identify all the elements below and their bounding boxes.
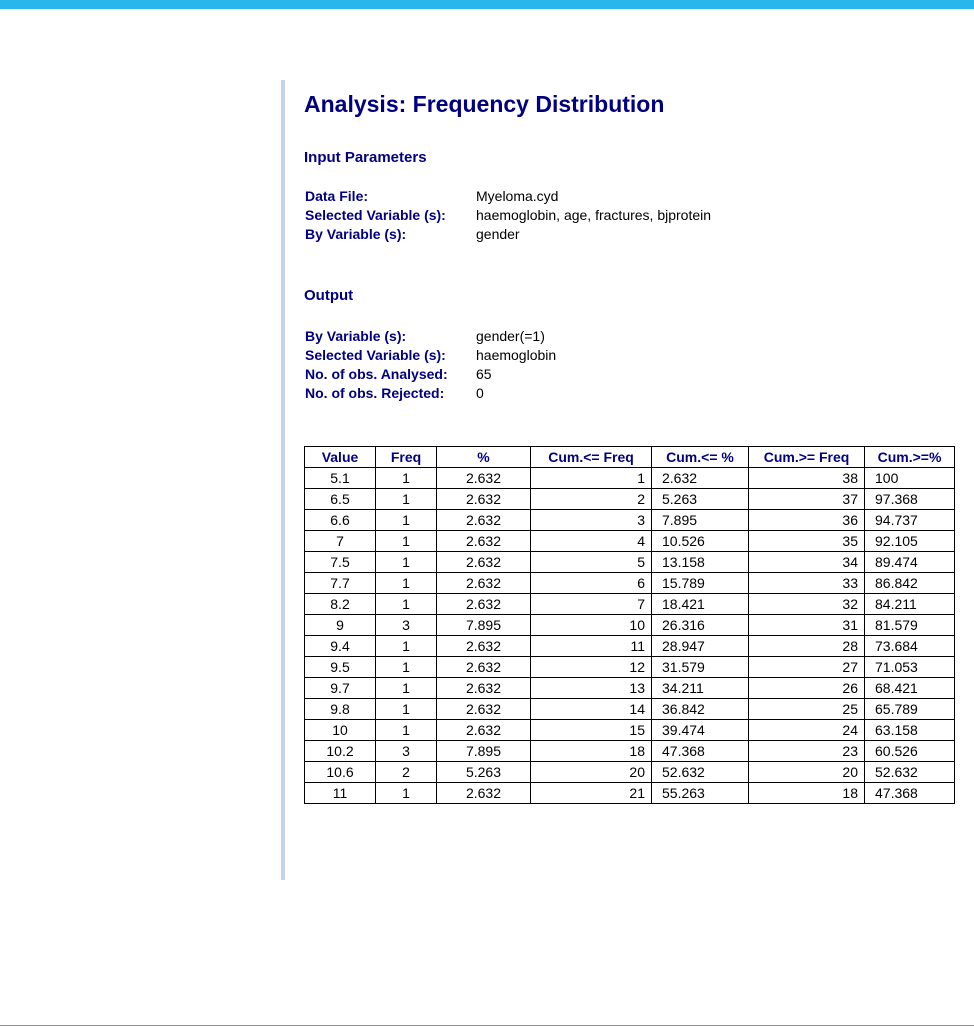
table-cell: 65.789 xyxy=(865,699,955,720)
table-cell: 7.895 xyxy=(652,510,749,531)
table-cell: 10 xyxy=(305,720,376,741)
table-row xyxy=(305,699,955,720)
table-cell: 21 xyxy=(531,783,652,804)
table-cell: 7.895 xyxy=(437,615,531,636)
table-cell: 33 xyxy=(749,573,865,594)
table-cell: 12 xyxy=(531,657,652,678)
table-row xyxy=(305,762,955,783)
table-cell: 86.842 xyxy=(865,573,955,594)
table-cell: 2.632 xyxy=(437,783,531,804)
table-cell: 1 xyxy=(376,699,437,720)
table-cell: 20 xyxy=(749,762,865,783)
table-cell: 89.474 xyxy=(865,552,955,573)
param-row-data-file xyxy=(305,187,711,206)
table-cell: 94.737 xyxy=(865,510,955,531)
table-row xyxy=(305,510,955,531)
table-cell: 9 xyxy=(305,615,376,636)
table-row xyxy=(305,741,955,762)
table-cell: 4 xyxy=(531,531,652,552)
column-header: Cum.<= % xyxy=(652,447,749,468)
table-cell: 1 xyxy=(376,636,437,657)
table-cell: 7.5 xyxy=(305,552,376,573)
table-cell: 68.421 xyxy=(865,678,955,699)
output-parameters xyxy=(305,327,556,403)
param-row-by-variables xyxy=(305,225,711,244)
input-parameters xyxy=(305,187,711,244)
param-label: By Variable (s): xyxy=(305,328,407,344)
table-cell: 63.158 xyxy=(865,720,955,741)
table-cell: 2.632 xyxy=(437,594,531,615)
table-cell: 13.158 xyxy=(652,552,749,573)
table-cell: 5.263 xyxy=(652,489,749,510)
table-cell: 5 xyxy=(531,552,652,573)
bottom-accent-rule xyxy=(0,1025,974,1026)
table-cell: 2.632 xyxy=(437,552,531,573)
column-header: Cum.>= Freq xyxy=(749,447,865,468)
table-cell: 92.105 xyxy=(865,531,955,552)
table-cell: 52.632 xyxy=(865,762,955,783)
table-cell: 15 xyxy=(531,720,652,741)
table-cell: 38 xyxy=(749,468,865,489)
top-accent-bar xyxy=(0,0,974,9)
column-header: % xyxy=(437,447,531,468)
table-cell: 2.632 xyxy=(437,573,531,594)
table-cell: 9.8 xyxy=(305,699,376,720)
table-cell: 52.632 xyxy=(652,762,749,783)
table-cell: 2.632 xyxy=(437,657,531,678)
table-row xyxy=(305,720,955,741)
table-cell: 7 xyxy=(531,594,652,615)
table-cell: 14 xyxy=(531,699,652,720)
table-row xyxy=(305,573,955,594)
param-label: Selected Variable (s): xyxy=(305,207,446,223)
table-body xyxy=(305,468,955,804)
table-row xyxy=(305,531,955,552)
table-row xyxy=(305,552,955,573)
table-cell: 6.5 xyxy=(305,489,376,510)
table-row xyxy=(305,783,955,804)
table-cell: 24 xyxy=(749,720,865,741)
table-cell: 6 xyxy=(531,573,652,594)
table-cell: 36.842 xyxy=(652,699,749,720)
table-cell: 11 xyxy=(305,783,376,804)
table-cell: 9.7 xyxy=(305,678,376,699)
table-cell: 47.368 xyxy=(865,783,955,804)
table-cell: 1 xyxy=(376,783,437,804)
table-cell: 5.1 xyxy=(305,468,376,489)
param-label: Selected Variable (s): xyxy=(305,347,446,363)
table-cell: 47.368 xyxy=(652,741,749,762)
report-panel xyxy=(281,80,974,880)
table-cell: 97.368 xyxy=(865,489,955,510)
column-header: Cum.<= Freq xyxy=(531,447,652,468)
table-cell: 3 xyxy=(376,615,437,636)
table-cell: 36 xyxy=(749,510,865,531)
table-cell: 10.2 xyxy=(305,741,376,762)
table-cell: 34.211 xyxy=(652,678,749,699)
table-cell: 81.579 xyxy=(865,615,955,636)
table-cell: 26 xyxy=(749,678,865,699)
table-row xyxy=(305,678,955,699)
frequency-table xyxy=(304,446,955,804)
table-cell: 3 xyxy=(531,510,652,531)
param-value: haemoglobin xyxy=(476,347,557,363)
table-row xyxy=(305,468,955,489)
table-cell: 2.632 xyxy=(652,468,749,489)
output-row-rejected xyxy=(305,384,556,403)
output-row-analysed xyxy=(305,365,556,384)
table-cell: 27 xyxy=(749,657,865,678)
table-cell: 2.632 xyxy=(437,720,531,741)
table-cell: 1 xyxy=(376,510,437,531)
table-cell: 7.895 xyxy=(437,741,531,762)
table-row xyxy=(305,615,955,636)
table-cell: 6.6 xyxy=(305,510,376,531)
table-cell: 28.947 xyxy=(652,636,749,657)
column-header: Value xyxy=(305,447,376,468)
param-row-selected-variables xyxy=(305,206,711,225)
table-cell: 1 xyxy=(376,531,437,552)
table-cell: 2.632 xyxy=(437,636,531,657)
table-cell: 10 xyxy=(531,615,652,636)
table-cell: 9.4 xyxy=(305,636,376,657)
table-cell: 25 xyxy=(749,699,865,720)
table-cell: 1 xyxy=(376,552,437,573)
table-cell: 9.5 xyxy=(305,657,376,678)
table-cell: 11 xyxy=(531,636,652,657)
table-cell: 7 xyxy=(305,531,376,552)
table-cell: 20 xyxy=(531,762,652,783)
param-label: No. of obs. Analysed: xyxy=(305,366,448,382)
table-cell: 31 xyxy=(749,615,865,636)
table-cell: 23 xyxy=(749,741,865,762)
table-cell: 1 xyxy=(376,573,437,594)
table-cell: 1 xyxy=(376,594,437,615)
table-cell: 2 xyxy=(531,489,652,510)
param-value: haemoglobin, age, fractures, bjprotein xyxy=(476,207,712,223)
page-title: Analysis: Frequency Distribution xyxy=(304,91,665,117)
table-cell: 18 xyxy=(749,783,865,804)
table-row xyxy=(305,657,955,678)
table-cell: 10.6 xyxy=(305,762,376,783)
table-cell: 1 xyxy=(376,468,437,489)
table-cell: 100 xyxy=(865,468,955,489)
table-cell: 39.474 xyxy=(652,720,749,741)
table-cell: 84.211 xyxy=(865,594,955,615)
table-cell: 5.263 xyxy=(437,762,531,783)
table-row xyxy=(305,489,955,510)
param-label: Data File: xyxy=(305,188,369,204)
table-cell: 2.632 xyxy=(437,699,531,720)
table-cell: 31.579 xyxy=(652,657,749,678)
table-cell: 1 xyxy=(531,468,652,489)
table-cell: 1 xyxy=(376,657,437,678)
input-parameters-heading: Input Parameters xyxy=(304,149,427,166)
table-cell: 28 xyxy=(749,636,865,657)
table-cell: 2.632 xyxy=(437,531,531,552)
table-cell: 3 xyxy=(376,741,437,762)
table-cell: 2.632 xyxy=(437,489,531,510)
table-cell: 60.526 xyxy=(865,741,955,762)
table-cell: 2.632 xyxy=(437,510,531,531)
table-cell: 13 xyxy=(531,678,652,699)
table-cell: 18 xyxy=(531,741,652,762)
column-header: Freq xyxy=(376,447,437,468)
output-heading: Output xyxy=(304,287,354,304)
table-cell: 26.316 xyxy=(652,615,749,636)
table-cell: 34 xyxy=(749,552,865,573)
param-value: gender xyxy=(476,226,520,242)
table-cell: 15.789 xyxy=(652,573,749,594)
table-cell: 37 xyxy=(749,489,865,510)
table-cell: 55.263 xyxy=(652,783,749,804)
param-value: gender(=1) xyxy=(476,328,545,344)
output-row-by-variables xyxy=(305,327,556,346)
table-cell: 10.526 xyxy=(652,531,749,552)
param-value: 65 xyxy=(476,366,492,382)
output-row-selected-variables xyxy=(305,346,556,365)
param-value: Myeloma.cyd xyxy=(476,188,559,204)
param-label: No. of obs. Rejected: xyxy=(305,385,445,401)
table-cell: 18.421 xyxy=(652,594,749,615)
table-cell: 32 xyxy=(749,594,865,615)
table-cell: 35 xyxy=(749,531,865,552)
table-cell: 7.7 xyxy=(305,573,376,594)
param-label: By Variable (s): xyxy=(305,226,407,242)
table-cell: 1 xyxy=(376,678,437,699)
column-header: Cum.>=% xyxy=(865,447,955,468)
table-cell: 71.053 xyxy=(865,657,955,678)
table-cell: 73.684 xyxy=(865,636,955,657)
table-row xyxy=(305,594,955,615)
table-cell: 8.2 xyxy=(305,594,376,615)
table-header-row xyxy=(305,447,955,468)
table-cell: 1 xyxy=(376,720,437,741)
table-row xyxy=(305,636,955,657)
table-cell: 2.632 xyxy=(437,678,531,699)
table-cell: 2.632 xyxy=(437,468,531,489)
table-cell: 2 xyxy=(376,762,437,783)
param-value: 0 xyxy=(476,385,484,401)
table-cell: 1 xyxy=(376,489,437,510)
